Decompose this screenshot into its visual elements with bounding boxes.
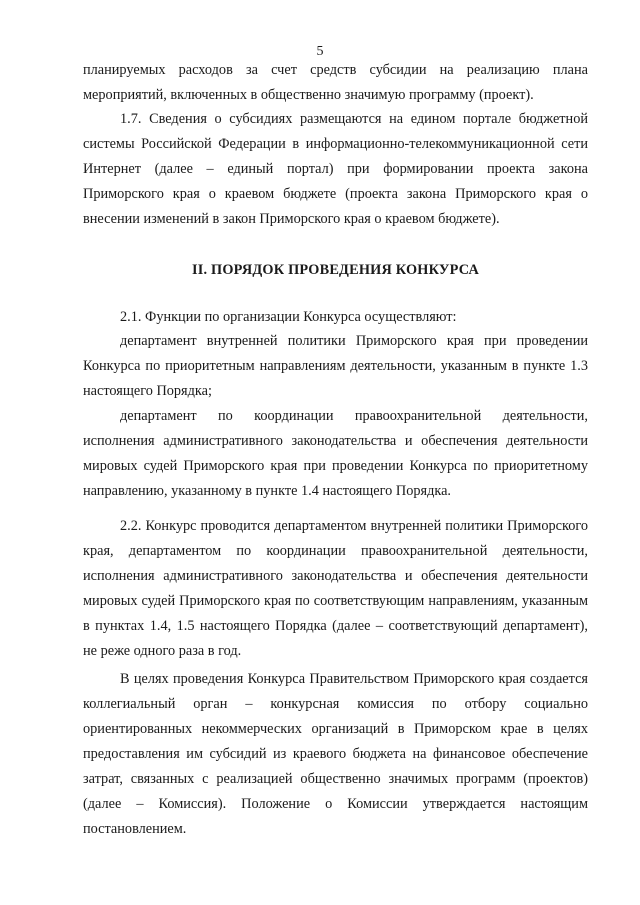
paragraph-department-law-enforcement: департамент по координации правоохранительной деятельности, исполнения административного законодательства и обеспечения деятельности мировых судей Приморского края при проведении Конкурса по приоритетному направлению, указанному в пункте 1.4 настоящего Порядка. [83,408,588,499]
paragraph-commission: В целях проведения Конкурса Правительством Приморского края создается коллегиальный орган – конкурсная комиссия по отбору социально ориентированных некоммерческих организаций в Приморском крае в целях предоставления им субсидий из краевого бюджета на финансовое обеспечение затрат, связанных с реализацией общественно значимых программ (проектов) (далее – Комиссия). Положение о Комиссии утверждается настоящим постановлением. [83,671,588,837]
paragraph-department-internal-policy: департамент внутренней политики Приморского края при проведении Конкурса по приоритетным направлениям деятельности, указанным в пункте 1.3 настоящего Порядка; [83,333,588,399]
page-number: 5 [316,44,324,59]
paragraph-continuation: планируемых расходов за счет средств субсидии на реализацию плана мероприятий, включенных в общественно значимую программу (проект). [83,62,588,103]
paragraph-2-1: 2.1. Функции по организации Конкурса осуществляют: [120,309,457,325]
section-heading: II. ПОРЯДОК ПРОВЕДЕНИЯ КОНКУРСА [191,262,480,278]
paragraph-2-2: 2.2. Конкурс проводится департаментом внутренней политики Приморского края, департаментом по координации правоохранительной деятельности, исполнения административного законодательства и обеспечения деятельности мировых судей Приморского края по соответствующим направлениям, указанным в пунктах 1.4, 1.5 настоящего Порядка (далее – соответствующий департамент), не реже одного раза в год. [83,518,588,659]
paragraph-1-7: 1.7. Сведения о субсидиях размещаются на едином портале бюджетной системы Российской Федерации в информационно-телекоммуникационной сети Интернет (далее – единый портал) при формировании проекта закона Приморского края о краевом бюджете (проекта закона Приморского края о внесении изменений в закон Приморского края о краевом бюджете). [83,111,588,227]
